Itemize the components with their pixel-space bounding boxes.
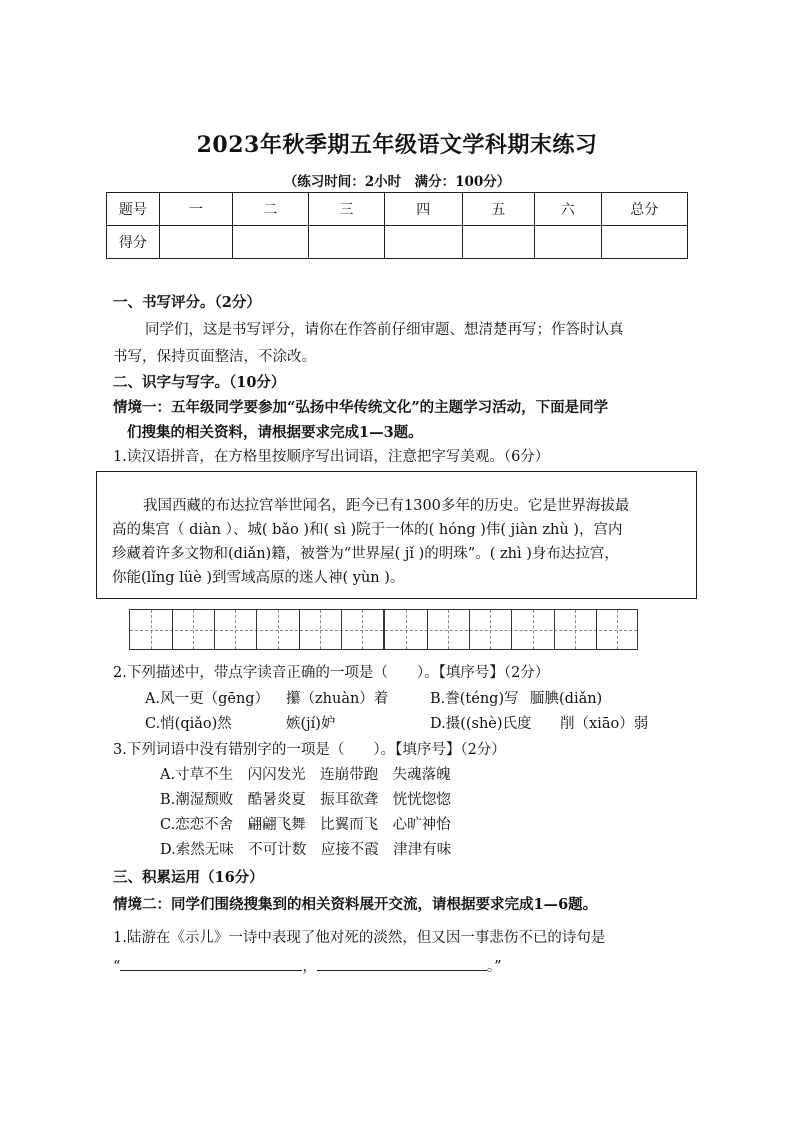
score-input-cell[interactable] [385, 226, 462, 259]
q2-option-d: 削（xiāo）弱 [560, 716, 649, 732]
score-input-cell[interactable] [159, 226, 232, 259]
score-header-cell: 四 [385, 193, 462, 226]
pinyin-passage-box [96, 471, 697, 599]
q2-option-a: A.风一更（gēng） [145, 691, 270, 707]
score-input-cell[interactable] [233, 226, 308, 259]
score-table-score-row [107, 226, 688, 259]
scene-2-text: 情境二：同学们围绕搜集到的相关资料展开交流，请根据要求完成1—6题。 [113, 896, 598, 913]
score-input-cell[interactable] [462, 226, 535, 259]
comma: ， [302, 959, 317, 975]
answer-blank-1[interactable] [120, 956, 302, 971]
question-2: 2.下列描述中，带点字读音正确的一项是（ ）。【填序号】（2分） [113, 665, 550, 681]
close-quote: 。” [486, 959, 502, 975]
q2-option-c: 嫉(jí)妒 [286, 716, 336, 732]
q2-option-b: 腼腆(diǎn) [530, 691, 603, 707]
writing-grid-group[interactable] [384, 609, 638, 650]
open-quote: “ [113, 959, 121, 975]
q3-option: C.恋恋不舍 翩翩飞舞 比翼而飞 心旷神怡 [160, 817, 451, 833]
section-1-text: 同学们，这是书写评分，请你在作答前仔细审题、想清楚再写；作答时认真 [145, 322, 624, 338]
q2-option-c: C.悄(qiǎo)然 [145, 716, 232, 732]
score-header-cell: 三 [308, 193, 384, 226]
answer-blank-2[interactable] [317, 956, 487, 971]
scene-1-text: 们搜集的相关资料，请根据要求完成1—3题。 [127, 424, 423, 441]
page-title: 2023年秋季期五年级语文学科期末练习 [196, 132, 598, 158]
q2-option-a: 攥（zhuàn）着 [286, 691, 389, 707]
score-input-cell[interactable] [535, 226, 602, 259]
score-header-cell: 五 [462, 193, 535, 226]
score-header-cell: 题号 [107, 193, 160, 226]
passage-line: 高的集宫（ diàn ）、城( bǎo )和( sì )院于一体的( hóng )伟( jiàn zhù )，宫内 [112, 522, 623, 538]
score-table [106, 192, 688, 259]
score-header-cell: 一 [159, 193, 232, 226]
section-2-heading: 二、识字与写字。（10分） [113, 374, 286, 391]
q3-option: A.寸草不生 闪闪发光 连崩带跑 失魂落魄 [160, 767, 451, 783]
q2-option-d: D.摄((shè)氏度 [430, 716, 532, 732]
q3-option: B.潮湿颓败 酷暑炎夏 振耳欲聋 恍恍惚惚 [160, 792, 451, 808]
passage-line: 我国西藏的布达拉宫举世闻名，距今已有1300多年的历史。它是世界海拔最 [143, 498, 630, 514]
question-1: 1.读汉语拼音，在方格里按顺序写出词语，注意把字写美观。（6分） [113, 449, 550, 465]
score-header-cell: 二 [233, 193, 308, 226]
page-subtitle: （练习时间：2小时 满分：100分） [283, 174, 511, 190]
q2-option-b: B.誊(téng)写 [430, 691, 519, 707]
score-table-header-row [107, 193, 688, 226]
passage-line: 珍藏着许多文物和(diǎn)籍，被誉为“世界屋( jǐ )的明珠”。( zhì )身布达拉宫， [112, 546, 619, 562]
poem-answer-line [113, 955, 502, 976]
score-row-label: 得分 [107, 226, 160, 259]
section-3-heading: 三、积累运用（16分） [113, 869, 264, 886]
score-input-cell[interactable] [308, 226, 384, 259]
score-header-cell: 总分 [601, 193, 687, 226]
q3-option: D.索然无味 不可计数 应接不霞 津津有味 [160, 842, 452, 858]
section-1-heading: 一、书写评分。（2分） [113, 294, 261, 311]
section-1-text: 书写，保持页面整洁，不涂改。 [113, 349, 316, 365]
score-input-cell[interactable] [601, 226, 687, 259]
passage-line: 你能(lǐng lüè )到雪域高原的迷人神( yùn )。 [112, 570, 405, 586]
section-3-question-1: 1.陆游在《示儿》一诗中表现了他对死的淡然，但又因一事悲伤不已的诗句是 [113, 930, 606, 946]
score-header-cell: 六 [535, 193, 602, 226]
question-3: 3.下列词语中没有错别字的一项是（ ）。【填序号】（2分） [113, 742, 506, 758]
scene-1-text: 情境一：五年级同学要参加“弘扬中华传统文化”的主题学习活动，下面是同学 [113, 399, 609, 416]
writing-grid-group[interactable] [129, 609, 384, 650]
